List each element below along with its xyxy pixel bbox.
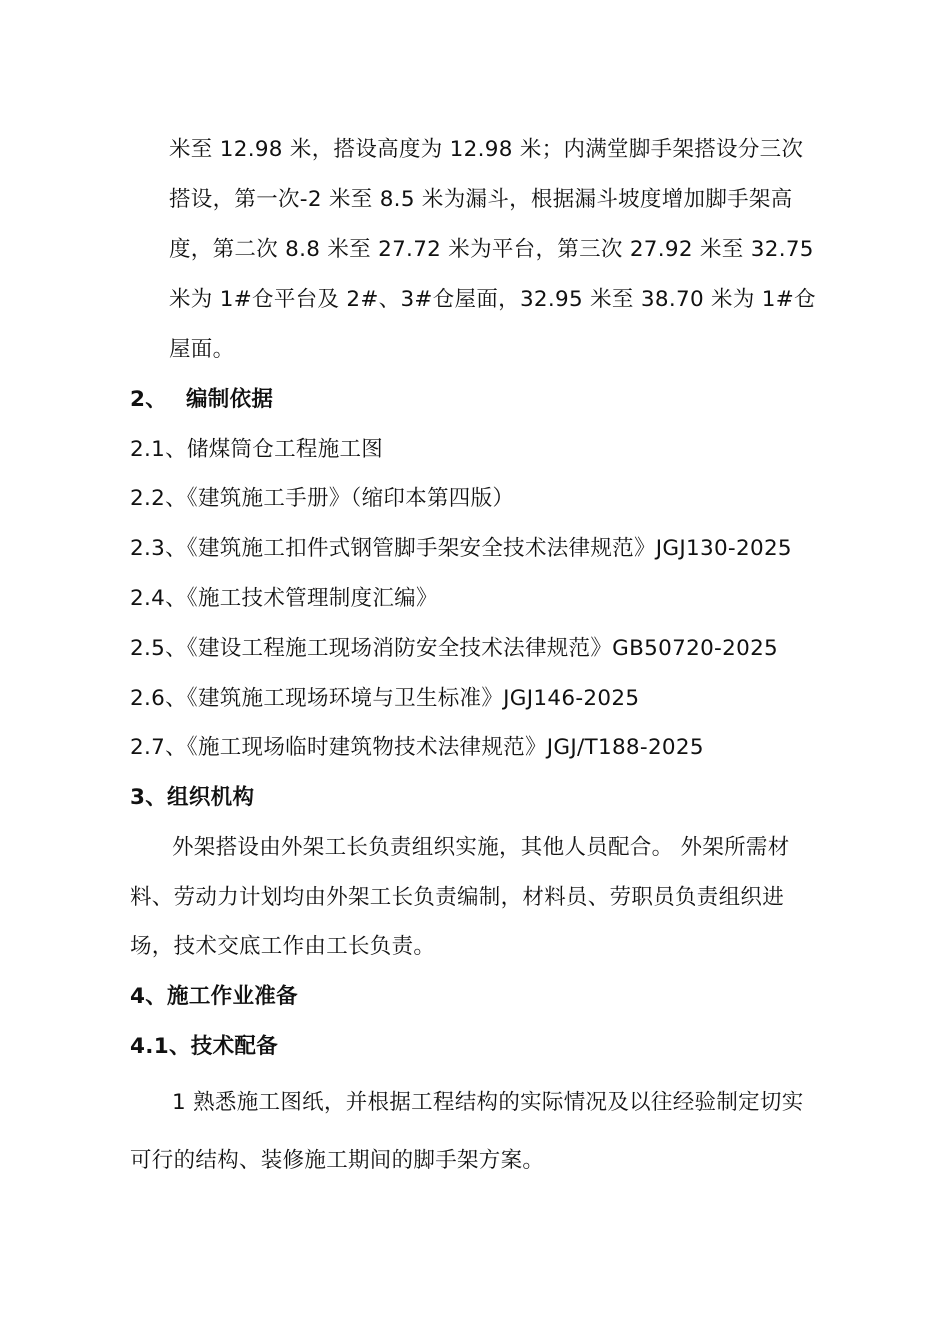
- intro-line-4: 米为 1#仓平台及 2#、3#仓屋面，32.95 米至 38.70 米为 1#仓: [169, 287, 816, 312]
- reference-item: 2.3、《建筑施工扣件式钢管脚手架安全技术法律规范》JGJ130-2025: [130, 536, 792, 561]
- section-4-1-line-2: 可行的结构、装修施工期间的脚手架方案。: [130, 1148, 545, 1173]
- reference-item: 2.6、《建筑施工现场环境与卫生标准》JGJ146-2025: [130, 686, 640, 711]
- section-3-heading: 3、组织机构: [130, 785, 255, 810]
- section-2-title: 编制依据: [186, 387, 274, 412]
- intro-line-1: 米至 12.98 米，搭设高度为 12.98 米；内满堂脚手架搭设分三次: [169, 137, 804, 162]
- section-3-line-3: 场，技术交底工作由工长负责。: [130, 934, 436, 959]
- reference-item: 2.7、《施工现场临时建筑物技术法律规范》JGJ/T188-2025: [130, 735, 704, 760]
- section-3-line-2: 料、劳动力计划均由外架工长负责编制，材料员、劳职员负责组织进: [130, 885, 785, 910]
- intro-line-2: 搭设，第一次-2 米至 8.5 米为漏斗，根据漏斗坡度增加脚手架高: [169, 187, 793, 212]
- reference-item: 2.2、《建筑施工手册》（缩印本第四版）: [130, 486, 515, 511]
- intro-line-3: 度，第二次 8.8 米至 27.72 米为平台，第三次 27.92 米至 32.75: [169, 237, 814, 262]
- intro-line-5: 屋面。: [169, 337, 235, 362]
- section-3-line-1: 外架搭设由外架工长负责组织实施，其他人员配合。 外架所需材: [172, 835, 790, 860]
- reference-item: 2.5、《建设工程施工现场消防安全技术法律规范》GB50720-2025: [130, 636, 779, 661]
- section-2-number: 2、: [130, 387, 168, 412]
- section-4-1-line-1: 1 熟悉施工图纸，并根据工程结构的实际情况及以往经验制定切实: [172, 1090, 804, 1115]
- reference-item: 2.4、《施工技术管理制度汇编》: [130, 586, 438, 611]
- section-4-1-heading: 4.1、技术配备: [130, 1034, 278, 1059]
- reference-item: 2.1、储煤筒仓工程施工图: [130, 437, 384, 462]
- section-2-heading: [130, 385, 273, 415]
- section-4-heading: 4、施工作业准备: [130, 984, 298, 1009]
